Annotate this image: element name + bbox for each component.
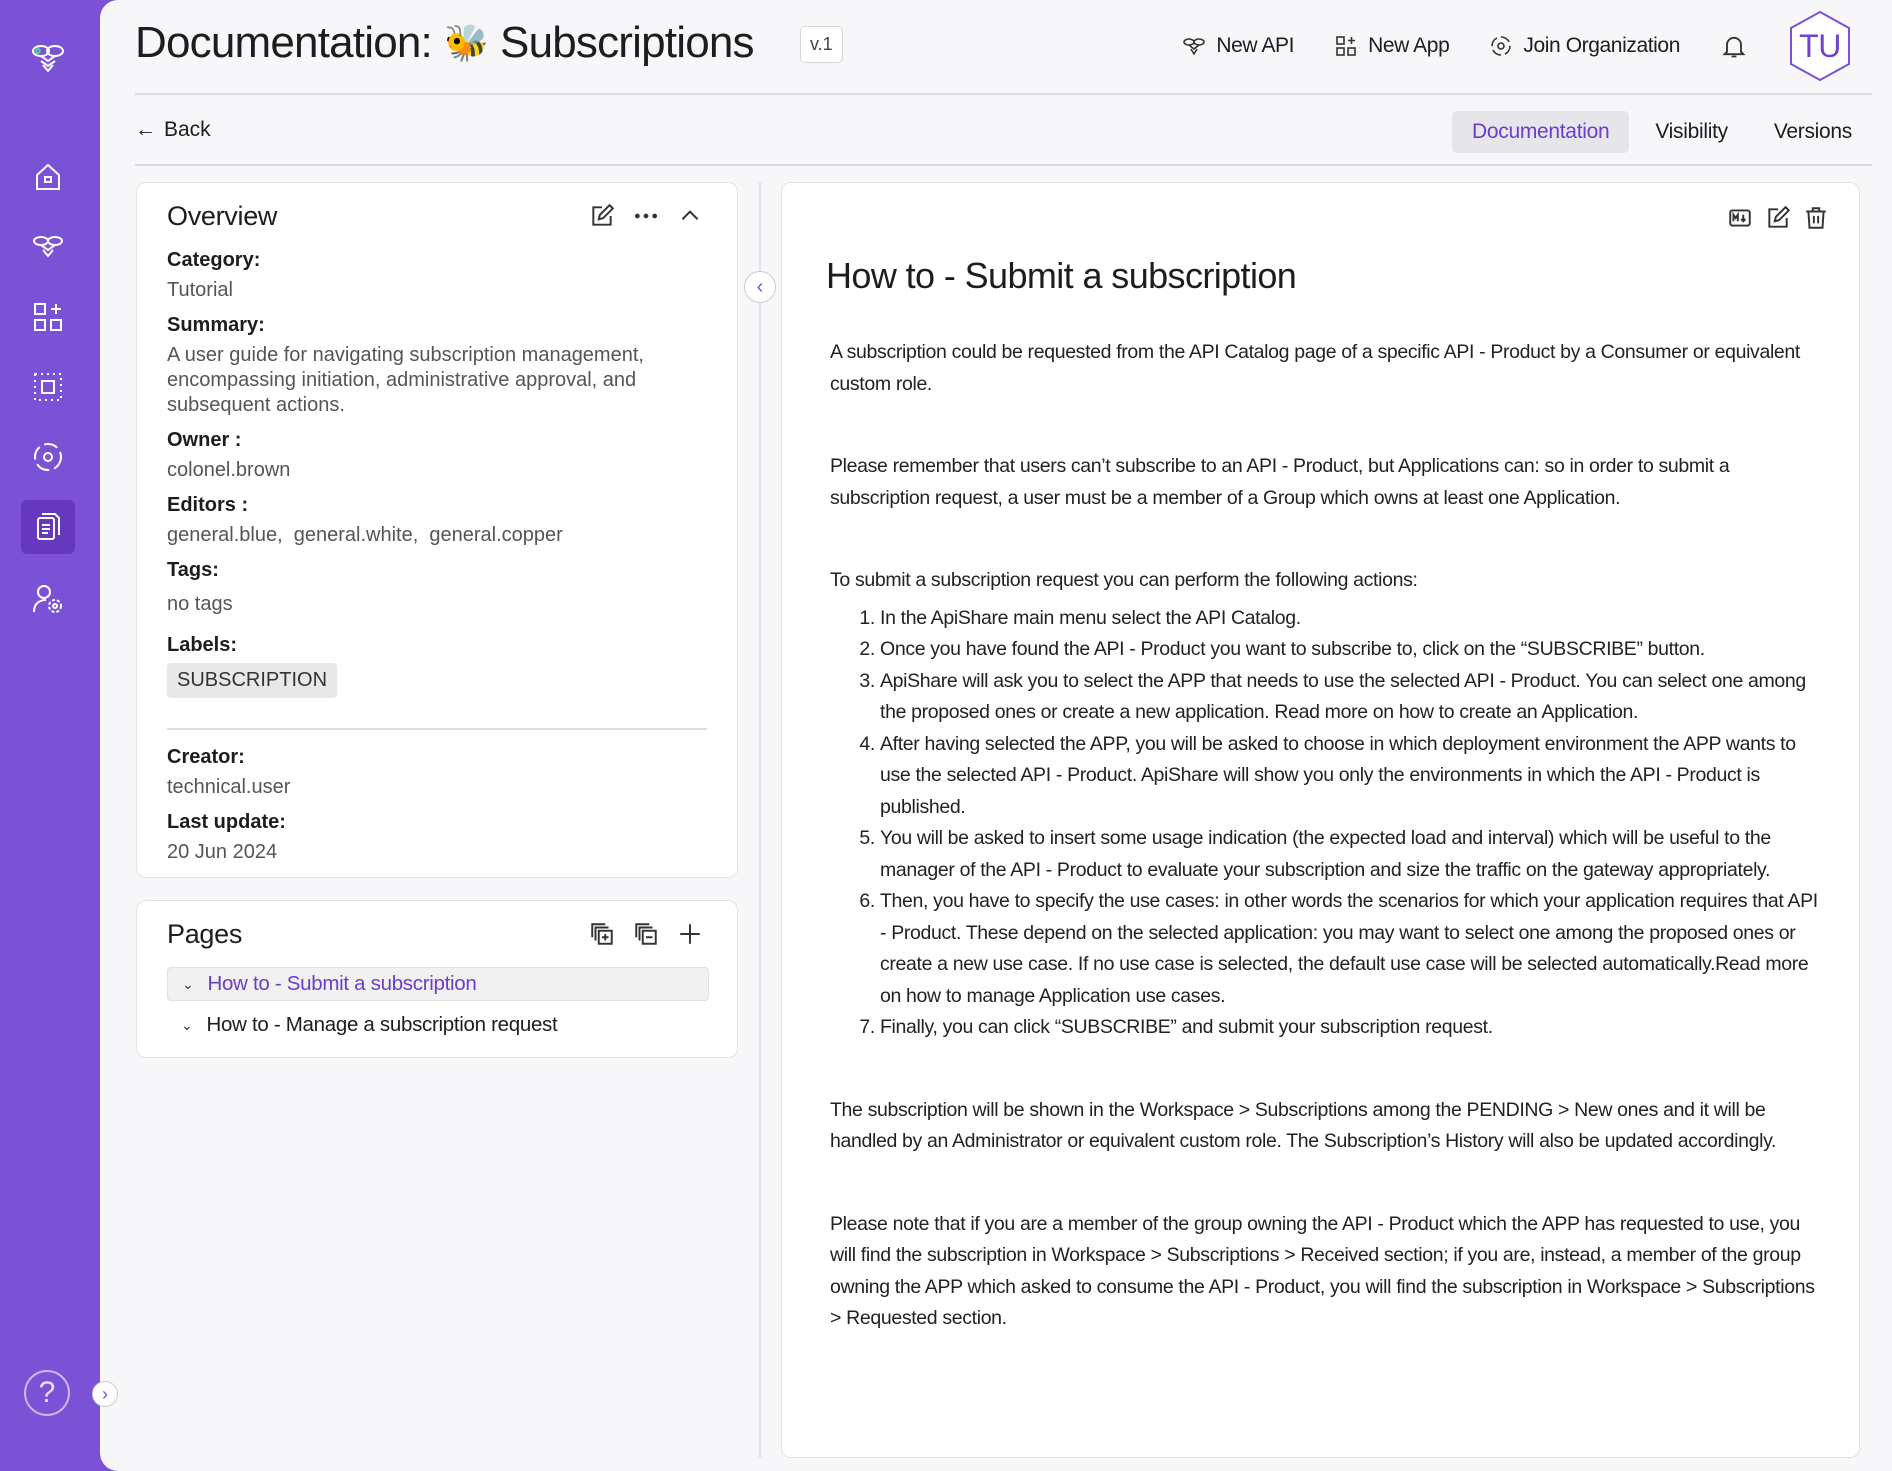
bell-icon[interactable] [1720, 32, 1748, 60]
page-item[interactable]: ⌄ How to - Manage a subscription request [181, 1013, 558, 1036]
expand-sidebar-button[interactable]: › [92, 1381, 118, 1407]
join-organization-button[interactable]: Join Organization [1489, 34, 1680, 58]
markdown-icon[interactable] [1727, 205, 1753, 231]
page-title [135, 18, 754, 68]
list-item: 1. In the ApiShare main menu select the API Catalog. [880, 603, 1820, 635]
list-item: 3. ApiShare will ask you to select the APP that needs to use the selected API - Product. You can select one among the proposed ones or create a new application. Read more on how to create an Application. [880, 666, 1820, 729]
chevron-up-icon[interactable] [677, 203, 703, 229]
edit-icon[interactable] [589, 203, 615, 229]
tabs [1452, 111, 1872, 153]
document-card [781, 182, 1860, 1458]
arrow-left-icon: ← [135, 118, 156, 141]
user-avatar[interactable]: TU [1788, 10, 1852, 82]
creator-label: Creator: [167, 746, 245, 768]
version-badge[interactable]: v.1 [800, 26, 843, 63]
list-item: 4. After having selected the APP, you will be asked to choose in which deployment environment the APP wants to use the selected API - Product. ApiShare will show you only the environments in which the API - Product is published. [880, 729, 1820, 824]
tab-documentation[interactable]: Documentation [1452, 111, 1629, 153]
collapse-panel-button[interactable]: ‹ [744, 271, 776, 303]
bee-emoji-icon: 🐝 [443, 22, 489, 63]
last-update-value: 20 Jun 2024 [167, 841, 278, 863]
apps-add-icon [1334, 34, 1358, 58]
overview-title: Overview [167, 201, 278, 231]
category-label: Category: [167, 249, 261, 271]
logo-bee-icon[interactable] [21, 30, 75, 84]
divider [135, 164, 1872, 166]
summary-value: A user guide for navigating subscription management, encompassing initiation, administrative approval, and subsequent actions. [167, 344, 644, 416]
add-page-icon[interactable] [677, 921, 703, 947]
paragraph: The subscription will be shown in the Workspace > Subscriptions among the PENDING > New ones and it will be handled by an Administrator or equivalent custom role. The Subscription’s History will also be updated accordingly. [830, 1098, 1777, 1152]
steps-list [830, 603, 1820, 1044]
bee-icon [1182, 34, 1206, 58]
pages-title: Pages [167, 919, 243, 949]
home-icon[interactable] [21, 150, 75, 204]
more-options-icon[interactable] [633, 203, 659, 229]
title-prefix: Documentation: [135, 18, 432, 67]
tab-visibility[interactable]: Visibility [1655, 120, 1728, 143]
panel-splitter[interactable] [759, 182, 761, 1458]
editors-label: Editors : [167, 494, 249, 516]
back-link[interactable]: ← Back [135, 118, 211, 141]
chevron-down-icon: ⌄ [181, 1016, 193, 1033]
documentation-icon[interactable] [21, 500, 75, 554]
workspace-icon[interactable] [21, 360, 75, 414]
owner-label: Owner : [167, 429, 242, 451]
trash-icon[interactable] [1803, 205, 1829, 231]
paragraph: Please remember that users can’t subscribe to an API - Product, but Applications can: so in order to submit a subscription request, a user must be a member of a Group which owns at least one Application. [830, 455, 1730, 509]
divider [135, 93, 1872, 95]
overview-card [136, 182, 738, 878]
editors-value: general.blue, general.white, general.copper [167, 524, 563, 546]
organization-icon [1489, 34, 1513, 58]
new-api-button[interactable]: New API [1182, 34, 1294, 58]
tab-versions[interactable]: Versions [1773, 120, 1852, 143]
expand-all-icon[interactable] [589, 921, 615, 947]
summary-label: Summary: [167, 314, 265, 336]
edit-icon[interactable] [1765, 205, 1791, 231]
chevron-down-icon: ⌄ [182, 975, 194, 992]
page-item[interactable]: ⌄ How to - Submit a subscription [167, 967, 709, 1001]
paragraph: Please note that if you are a member of the group owning the API - Product which the APP has requested to use, you will find the subscription in Workspace > Subscriptions > Received section; if you are, instead, a member of the group owning the APP which asked to consume the API - Product, you will find the subscription in Workspace > Subscriptions > Requested section. [830, 1212, 1815, 1329]
sidebar [0, 0, 100, 1471]
list-item: 7. Finally, you can click “SUBSCRIBE” and submit your subscription request. [880, 1012, 1820, 1044]
help-icon[interactable]: ? [24, 1370, 70, 1416]
collapse-all-icon[interactable] [633, 921, 659, 947]
list-item: 5. You will be asked to insert some usage indication (the expected load and interval) which will be useful to the manager of the API - Product to evaluate your subscription and size the traffic on the gateway appropriately. [880, 823, 1820, 886]
tags-label: Tags: [167, 559, 219, 581]
apps-icon[interactable] [21, 290, 75, 344]
new-app-button[interactable]: New App [1334, 34, 1449, 58]
paragraph: To submit a subscription request you can perform the following actions: [830, 569, 1418, 591]
creator-value: technical.user [167, 776, 291, 798]
divider [167, 728, 707, 730]
list-item: 2. Once you have found the API - Product you want to subscribe to, click on the “SUBSCRIBE” button. [880, 634, 1820, 666]
list-item: 6. Then, you have to specify the use cases: in other words the scenarios for which your application requires that API - Product. These depend on the selected application: you may want to select one among the proposed ones or create a new use case. If no use case is selected, the default use case will be selected automatically.Read more on how to manage Application use cases. [880, 886, 1820, 1012]
tags-value: no tags [167, 593, 233, 615]
paragraph: A subscription could be requested from the API Catalog page of a specific API - Product by a Consumer or equivalent custom role. [830, 341, 1800, 395]
pages-card [136, 900, 738, 1058]
admin-settings-icon[interactable] [21, 572, 75, 626]
api-name: Subscriptions [500, 18, 754, 67]
category-value: Tutorial [167, 279, 233, 301]
main-content [100, 0, 1892, 1471]
apis-icon[interactable] [21, 218, 75, 272]
labels-label: Labels: [167, 634, 238, 656]
owner-value: colonel.brown [167, 459, 291, 481]
label-chip: SUBSCRIPTION [167, 663, 337, 698]
last-update-label: Last update: [167, 811, 286, 833]
organization-icon[interactable] [21, 430, 75, 484]
document-title: How to - Submit a subscription [826, 255, 1297, 296]
document-body [830, 337, 1820, 1386]
